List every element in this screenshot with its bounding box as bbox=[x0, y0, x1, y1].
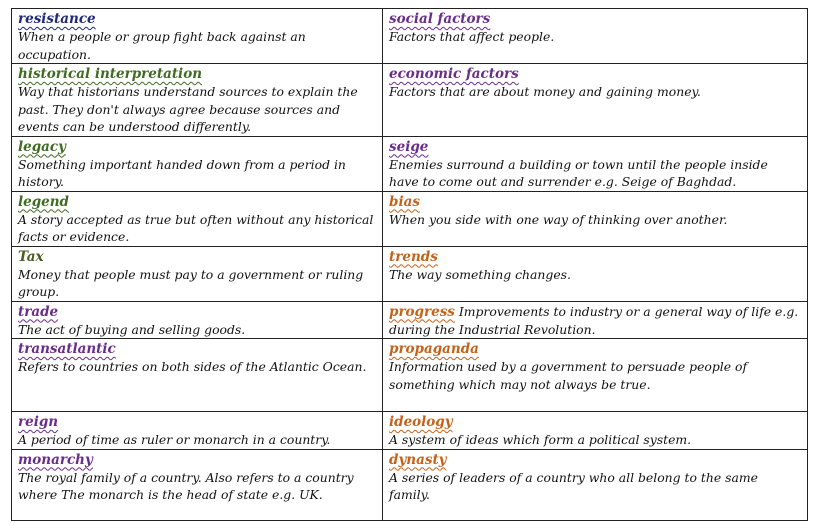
table-row bbox=[12, 246, 808, 301]
glossary-cell bbox=[12, 9, 383, 64]
glossary-cell bbox=[383, 449, 808, 520]
definition-dynasty: A series of leaders of a country who all belong to the same family. bbox=[389, 469, 758, 502]
glossary-cell bbox=[12, 412, 383, 450]
table-row bbox=[12, 136, 808, 191]
term-seige: seige bbox=[389, 138, 429, 155]
definition-social-factors: Factors that affect people. bbox=[389, 29, 555, 44]
definition-reign: A period of time as ruler or monarch in a country. bbox=[18, 432, 331, 447]
glossary-cell bbox=[383, 64, 808, 137]
term-reign: reign bbox=[18, 414, 59, 430]
term-social-factors: social factors bbox=[389, 11, 491, 27]
term-legacy: legacy bbox=[18, 138, 66, 155]
table-row bbox=[12, 9, 808, 64]
term-historical-interpretation: historical interpretation bbox=[18, 66, 203, 82]
glossary-cell bbox=[383, 339, 808, 412]
definition-transatlantic: Refers to countries on both sides of the Atlantic Ocean. bbox=[18, 359, 367, 374]
glossary-cell bbox=[383, 136, 808, 191]
table-row bbox=[12, 412, 808, 450]
definition-seige: Enemies surround a building or town until the people inside have to come out and surrender e.g. Seige of Baghdad. bbox=[389, 156, 768, 189]
table-row bbox=[12, 449, 808, 520]
term-trends: trends bbox=[389, 248, 438, 265]
definition-legacy: Something important handed down from a period in history. bbox=[18, 156, 346, 189]
definition-ideology: A system of ideas which form a political system. bbox=[389, 432, 692, 447]
glossary-cell bbox=[12, 246, 383, 301]
glossary-cell bbox=[12, 64, 383, 137]
term-economic-factors: economic factors bbox=[389, 66, 519, 82]
glossary-cell bbox=[383, 191, 808, 246]
term-propaganda: propaganda bbox=[389, 341, 479, 357]
definition-historical-interpretation: Way that historians understand sources to explain the past. They don't always agree because sources and events can be understood differently. bbox=[18, 84, 358, 134]
glossary-table bbox=[11, 8, 808, 521]
term-dynasty: dynasty bbox=[389, 451, 447, 468]
glossary-cell bbox=[12, 449, 383, 520]
definition-trends: The way something changes. bbox=[389, 266, 571, 282]
term-bias: bias bbox=[389, 193, 420, 210]
glossary-cell bbox=[383, 9, 808, 64]
term-trade: trade bbox=[18, 303, 59, 320]
term-legend: legend bbox=[18, 193, 70, 210]
table-row bbox=[12, 301, 808, 339]
term-progress: progress bbox=[389, 303, 455, 320]
table-row bbox=[12, 64, 808, 137]
glossary-cell bbox=[12, 136, 383, 191]
definition-tax: Money that people must pay to a government or ruling group. bbox=[18, 266, 364, 299]
definition-trade: The act of buying and selling goods. bbox=[18, 321, 246, 337]
glossary-cell bbox=[383, 246, 808, 301]
term-ideology: ideology bbox=[389, 414, 453, 430]
definition-economic-factors: Factors that are about money and gaining money. bbox=[389, 84, 701, 99]
definition-bias: When you side with one way of thinking over another. bbox=[389, 211, 728, 227]
glossary-cell bbox=[12, 301, 383, 339]
term-resistance: resistance bbox=[18, 11, 96, 27]
definition-progress: Improvements to industry or a general way of life e.g. during the Industrial Revolution. bbox=[389, 303, 799, 337]
term-monarchy: monarchy bbox=[18, 451, 93, 468]
glossary-cell bbox=[383, 301, 808, 339]
term-tax: Tax bbox=[18, 248, 44, 265]
table-row bbox=[12, 191, 808, 246]
definition-legend: A story accepted as true but often without any historical facts or evidence. bbox=[18, 211, 374, 244]
glossary-cell bbox=[12, 339, 383, 412]
glossary-cell bbox=[383, 412, 808, 450]
table-row bbox=[12, 339, 808, 412]
definition-monarchy: The royal family of a country. Also refers to a country where The monarch is the head of state e.g. UK. bbox=[18, 469, 354, 502]
definition-resistance: When a people or group fight back against an occupation. bbox=[18, 29, 306, 62]
definition-propaganda: Information used by a government to persuade people of something which may not always be true. bbox=[389, 359, 748, 392]
glossary-cell bbox=[12, 191, 383, 246]
term-transatlantic: transatlantic bbox=[18, 341, 116, 357]
